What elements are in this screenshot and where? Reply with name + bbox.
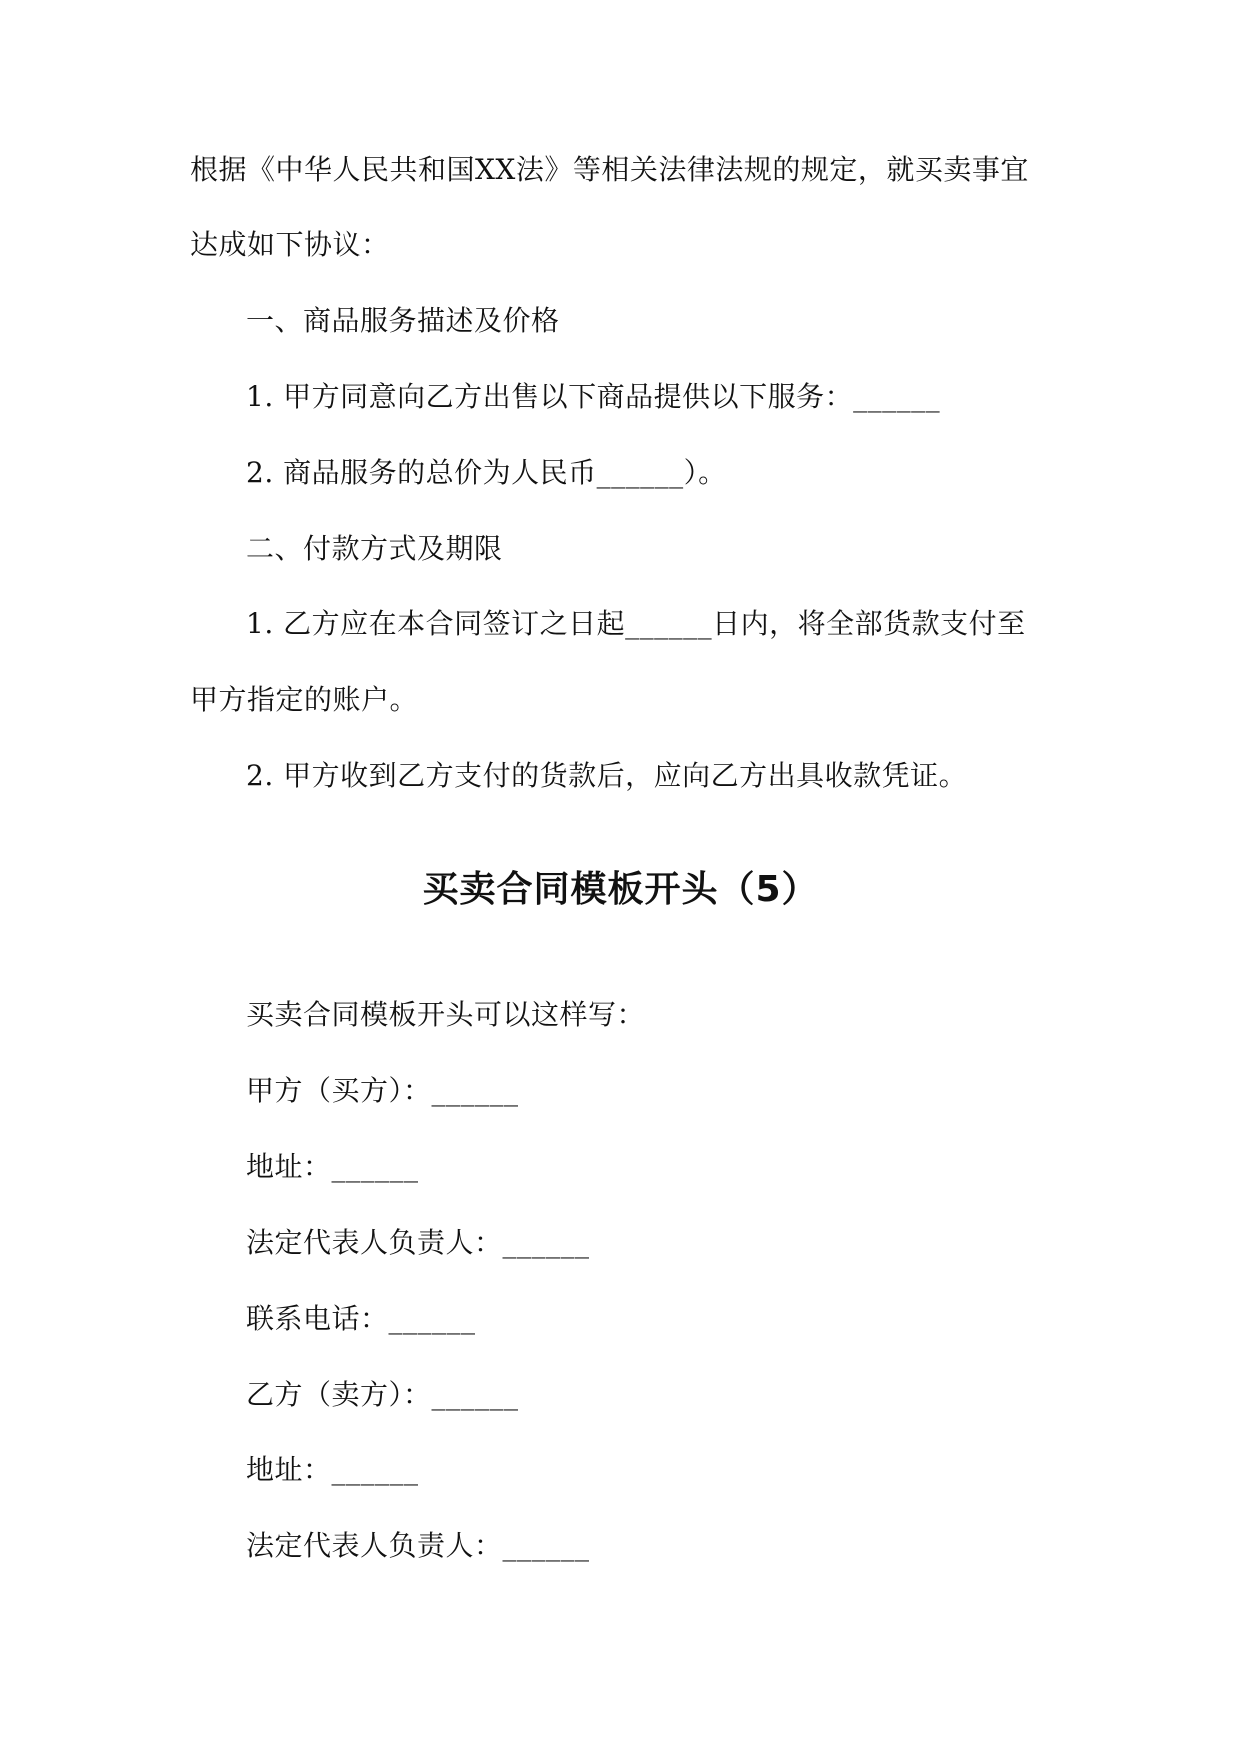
field-party-b-address: 地址：______ [246, 1453, 419, 1486]
clause-item-2-1-line-1: 1. 乙方应在本合同签订之日起______日内，将全部货款支付至 [246, 607, 1026, 640]
intro-line-2: 达成如下协议： [190, 228, 390, 261]
field-party-a: 甲方（买方）：______ [246, 1074, 519, 1107]
field-party-a-representative: 法定代表人负责人：______ [246, 1226, 590, 1259]
clause-item-2-1-line-2: 甲方指定的账户。 [190, 683, 419, 716]
field-party-b-representative: 法定代表人负责人：______ [246, 1529, 590, 1562]
template-intro: 买卖合同模板开头可以这样写： [246, 998, 646, 1031]
field-party-a-phone: 联系电话：______ [246, 1302, 476, 1335]
intro-line-1: 根据《中华人民共和国XX法》等相关法律法规的规定，就买卖事宜 [190, 153, 1029, 186]
field-party-b: 乙方（卖方）：______ [246, 1378, 519, 1411]
clause-item-1-2: 2. 商品服务的总价为人民币______）。 [246, 456, 727, 489]
section-heading-payment: 二、付款方式及期限 [246, 532, 503, 565]
section-title: 买卖合同模板开头（5） [422, 869, 819, 910]
clause-item-1-1: 1. 甲方同意向乙方出售以下商品提供以下服务：______ [246, 380, 941, 413]
clause-item-2-2: 2. 甲方收到乙方支付的货款后，应向乙方出具收款凭证。 [246, 759, 968, 792]
section-heading-price: 一、商品服务描述及价格 [246, 304, 560, 337]
field-party-a-address: 地址：______ [246, 1150, 419, 1183]
